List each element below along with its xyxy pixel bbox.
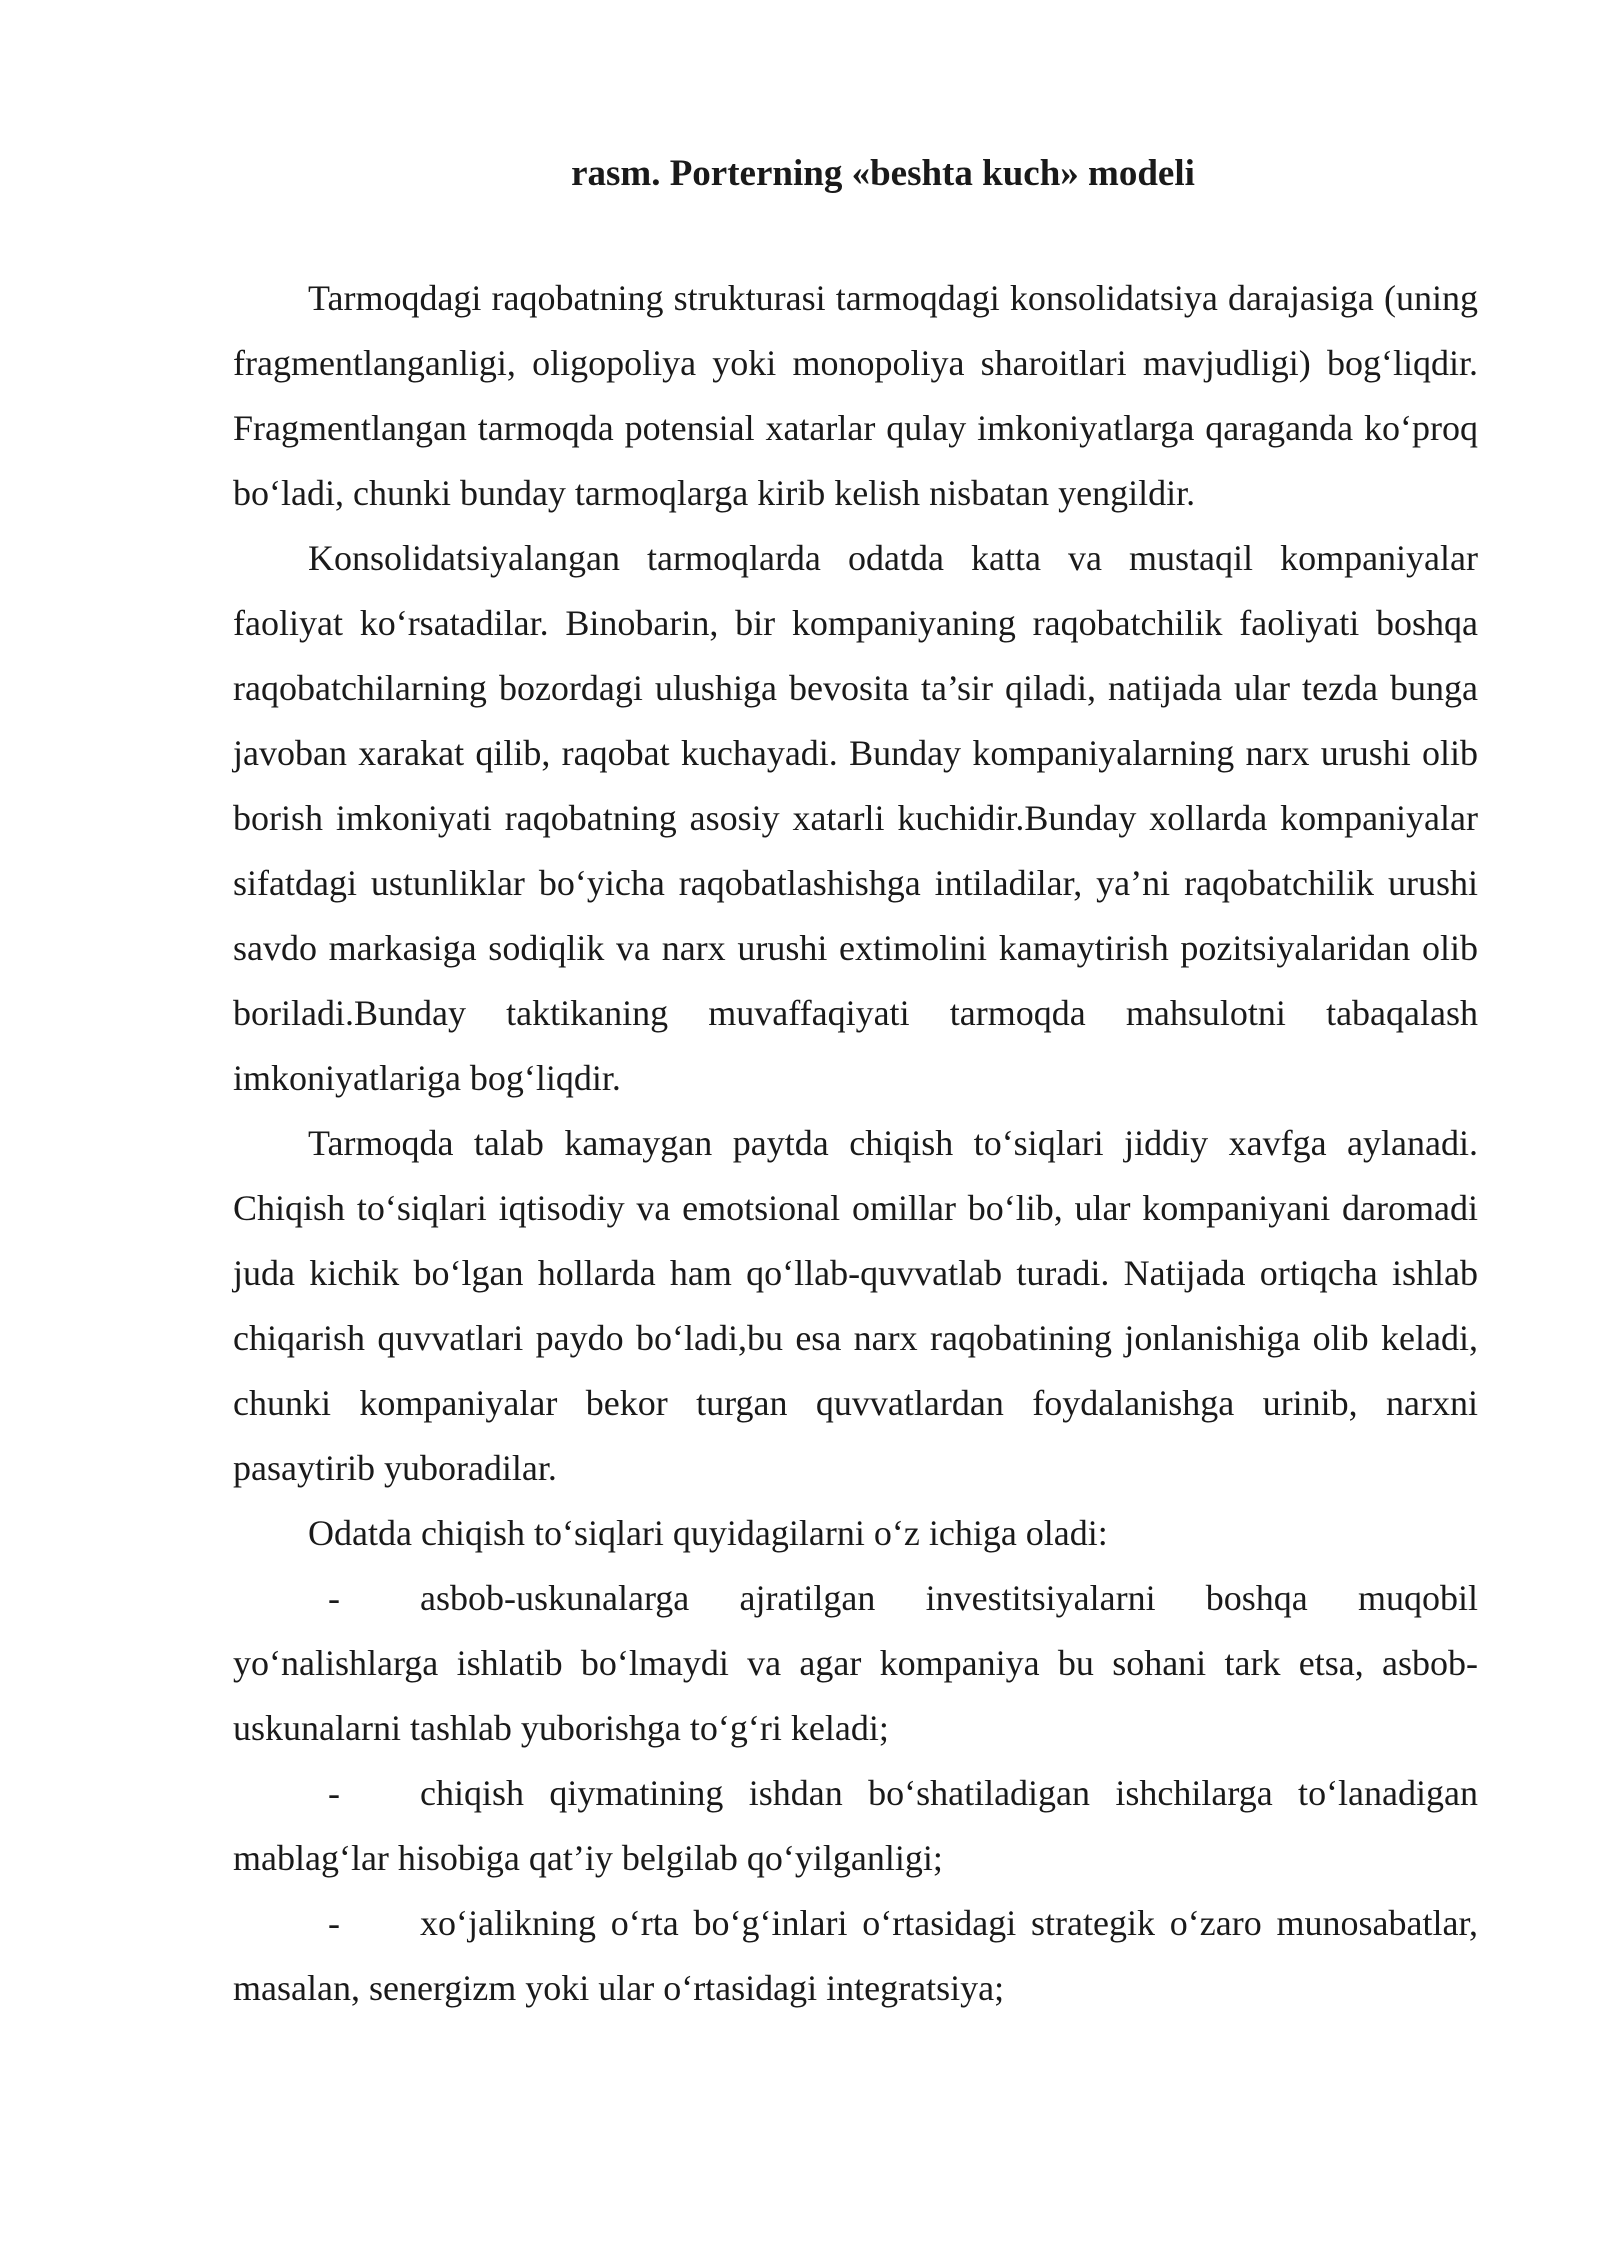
list-marker: - [328, 1578, 340, 1618]
list-marker: - [328, 1903, 340, 1943]
paragraph: Odatda chiqish to‘siqlari quyidagilarni o‘z ichiga oladi: [308, 1513, 1108, 1553]
paragraph: Tarmoqda talab kamaygan paytda chiqish to‘siqlari jiddiy xavfga aylanadi. Chiqish to‘siqlari iqtisodiy va emotsional omillar bo‘lib, ular kompaniyani daromadi juda kichik bo‘lgan hollarda ham qo‘llab-quvvatlab turadi. Natijada ortiqcha ishlab chiqarish quvvatlari paydo bo‘ladi,bu esa narx raqobatining jonlanishiga olib keladi, chunki kompaniyalar bekor turgan quvvatlardan foydalanishga urinib, narxni pasaytirib yuboradilar. [233, 1123, 1478, 1488]
list-item-text: chiqish qiymatining ishdan bo‘shatiladigan ishchilarga to‘lanadigan mablag‘lar hisobiga qat’iy belgilab qo‘yilganligi; [233, 1773, 1478, 1878]
list-item [233, 1891, 1478, 2021]
list-marker: - [328, 1773, 340, 1813]
list-item-text: asbob-uskunalarga ajratilgan investitsiyalarni boshqa muqobil yo‘nalishlarga ishlatib bo‘lmaydi va agar kompaniya bu sohani tark etsa, asbob-uskunalarni tashlab yuborishga to‘g‘ri keladi; [233, 1578, 1478, 1748]
list-item-text: xo‘jalikning o‘rta bo‘g‘inlari o‘rtasidagi strategik o‘zaro munosabatlar, masalan, senergizm yoki ular o‘rtasidagi integratsiya; [233, 1903, 1478, 2008]
list-item [233, 1566, 1478, 1761]
paragraph: Konsolidatsiyalangan tarmoqlarda odatda katta va mustaqil kompaniyalar faoliyat ko‘rsatadilar. Binobarin, bir kompaniyaning raqobatchilik faoliyati boshqa raqobatchilarning bozordagi ulushiga bevosita ta’sir qiladi, natijada ular tezda bunga javoban xarakat qilib, raqobat kuchayadi. Bunday kompaniyalarning narx urushi olib borish imkoniyati raqobatning asosiy xatarli kuchidir.Bunday xollarda kompaniyalar sifatdagi ustunliklar bo‘yicha raqobatlashishga intiladilar, ya’ni raqobatchilik urushi savdo markasiga sodiqlik va narx urushi extimolini kamaytirish pozitsiyalaridan olib boriladi.Bunday taktikaning muvaffaqiyati tarmoqda mahsulotni tabaqalash imkoniyatlariga bog‘liqdir. [233, 538, 1478, 1098]
document-page [233, 152, 1478, 2021]
list-item [233, 1761, 1478, 1891]
figure-caption: rasm. Porterning «beshta kuch» modeli [571, 153, 1195, 194]
paragraph: Tarmoqdagi raqobatning strukturasi tarmoqdagi konsolidatsiya darajasiga (uning fragmentlanganligi, oligopoliya yoki monopoliya sharoitlari mavjudligi) bog‘liqdir. Fragmentlangan tarmoqda potensial xatarlar qulay imkoniyatlarga qaraganda ko‘proq bo‘ladi, chunki bunday tarmoqlarga kirib kelish nisbatan yengildir. [233, 278, 1478, 513]
